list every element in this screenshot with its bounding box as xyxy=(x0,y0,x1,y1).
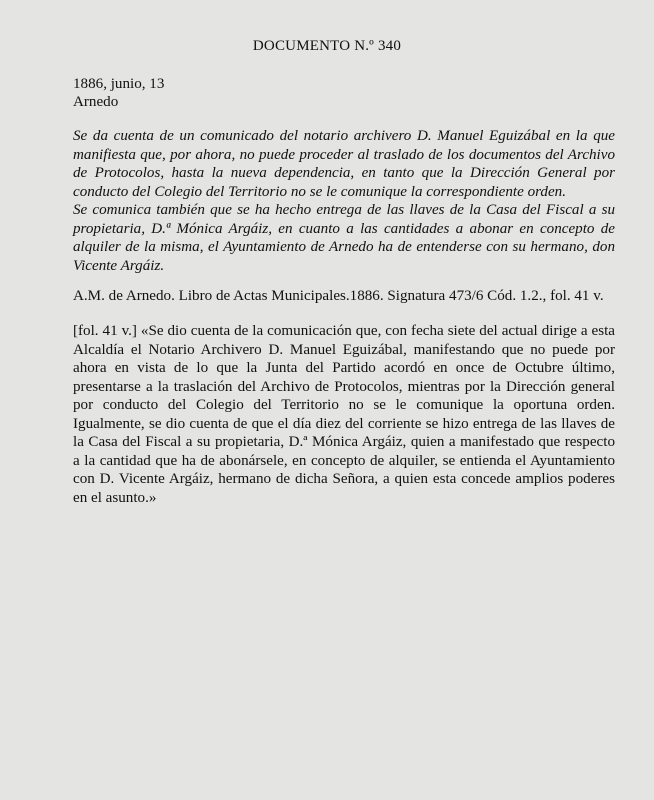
archival-source: A.M. de Arnedo. Libro de Actas Municipales.1886. Signatura 473/6 Cód. 1.2., fol. 41 v. xyxy=(73,288,604,304)
document-title: DOCUMENTO N.º 340 xyxy=(252,38,402,54)
transcript-text: [fol. 41 v.] «Se dio cuenta de la comunicación que, con fecha siete del actual dirige a esta Alcaldía el Notario Archivero D. Manuel Eguizábal, manifestando que no puede por ahora en vista de lo que la Junta del Partido acordó en once de Octubre último, presentarse a la traslación del Archivo de Protocolos, mientras por la Dirección general por conducto del Colegio del Territorio no se le comunique la oportuna orden. Igualmente, se dio cuenta de que el día diez del corriente se hizo entrega de las llaves de la Casa del Fiscal a su propietaria, D.ª Mónica Argáiz, quien a manifestado que respecto a la cantidad que ha de abonársele, en concepto de alquiler, se entienda el Ayuntamiento con D. Vicente Argáiz, hermano de dicha Señora, a quien esta concede amplios poderes en el asunto.» xyxy=(73,323,615,506)
document-transcript xyxy=(73,322,615,507)
document-place: Arnedo xyxy=(73,94,119,110)
summary-paragraph-1: Se da cuenta de un comunicado del notario archivero D. Manuel Eguizábal en la que manifiesta que, por ahora, no puede proceder al traslado de los documentos del Archivo de Protocolos, hasta la nueva dependencia, en tanto que la Dirección General por conducto del Colegio del Territorio no se le comunique la correspondiente orden. xyxy=(73,128,615,200)
document-date: 1886, junio, 13 xyxy=(73,76,165,92)
document-summary xyxy=(73,127,615,275)
summary-paragraph-2: Se comunica también que se ha hecho entrega de las llaves de la Casa del Fiscal a su propietaria, D.ª Mónica Argáiz, en cuanto a las cantidades a abonar en concepto de alquiler de la misma, el Ayuntamiento de Arnedo ha de entenderse con su hermano, don Vicente Argáiz. xyxy=(73,202,615,274)
